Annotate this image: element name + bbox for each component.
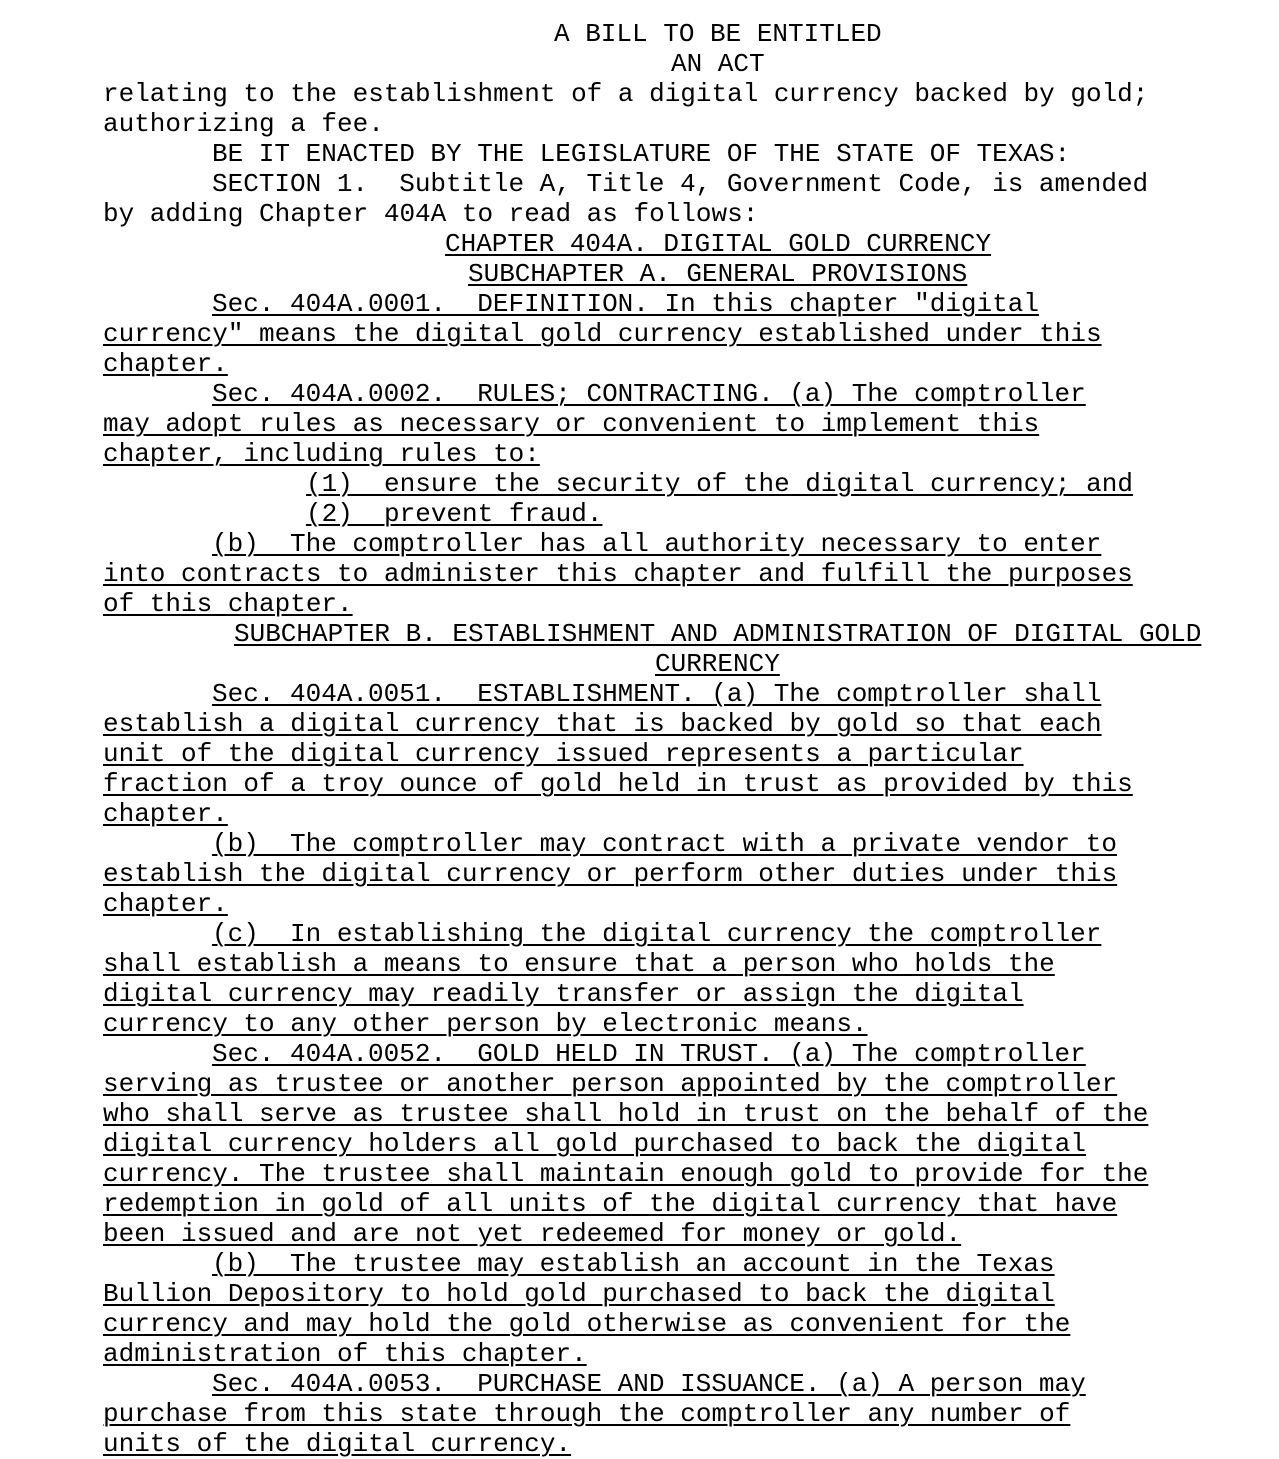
sec-0001-line: chapter.	[103, 349, 228, 379]
sec-0052-a-line: Sec. 404A.0052. GOLD HELD IN TRUST. (a) The comptroller	[212, 1039, 1086, 1069]
sec-0051-b-line: (b) The comptroller may contract with a private vendor to	[212, 829, 1117, 859]
chapter-heading: CHAPTER 404A. DIGITAL GOLD CURRENCY	[445, 229, 992, 259]
sec-0051-a-line: chapter.	[103, 799, 228, 829]
section-1-line: SECTION 1. Subtitle A, Title 4, Government Code, is amended	[212, 169, 1149, 199]
sec-0053-a-line: units of the digital currency.	[103, 1429, 572, 1459]
subchapter-b-heading: CURRENCY	[655, 649, 780, 679]
sec-0052-a-line: serving as trustee or another person appointed by the comptroller	[103, 1069, 1118, 1099]
sec-0051-a-line: establish a digital currency that is backed by gold so that each	[103, 709, 1102, 739]
sec-0051-b-line: establish the digital currency or perform other duties under this	[103, 859, 1118, 889]
enacting-clause: BE IT ENACTED BY THE LEGISLATURE OF THE STATE OF TEXAS:	[212, 139, 1071, 169]
sec-0052-a-line: been issued and are not yet redeemed for money or gold.	[103, 1219, 962, 1249]
sec-0002-a-line: chapter, including rules to:	[103, 439, 540, 469]
act-title: AN ACT	[671, 49, 765, 79]
sec-0002-b-line: (b) The comptroller has all authority necessary to enter	[212, 529, 1102, 559]
sec-0052-a-line: who shall serve as trustee shall hold in trust on the behalf of the	[103, 1099, 1149, 1129]
section-1-line: by adding Chapter 404A to read as follows:	[103, 199, 759, 229]
sec-0002-a-line: may adopt rules as necessary or convenient to implement this	[103, 409, 1040, 439]
sec-0051-c-line: digital currency may readily transfer or assign the digital	[103, 979, 1024, 1009]
caption-line: relating to the establishment of a digital currency backed by gold;	[103, 79, 1149, 109]
sec-0002-b-line: of this chapter.	[103, 589, 353, 619]
sec-0001-line: currency" means the digital gold currency established under this	[103, 319, 1102, 349]
sec-0002-a-line: Sec. 404A.0002. RULES; CONTRACTING. (a) The comptroller	[212, 379, 1086, 409]
sec-0052-b-line: administration of this chapter.	[103, 1339, 587, 1369]
caption-line: authorizing a fee.	[103, 109, 384, 139]
sec-0002-b-line: into contracts to administer this chapter and fulfill the purposes	[103, 559, 1133, 589]
sec-0002-a-item: (1) ensure the security of the digital currency; and	[306, 469, 1133, 499]
sec-0052-a-line: currency. The trustee shall maintain enough gold to provide for the	[103, 1159, 1149, 1189]
sec-0002-a-item: (2) prevent fraud.	[306, 499, 603, 529]
subchapter-b-heading: SUBCHAPTER B. ESTABLISHMENT AND ADMINISTRATION OF DIGITAL GOLD	[234, 619, 1202, 649]
sec-0051-a-line: fraction of a troy ounce of gold held in trust as provided by this	[103, 769, 1133, 799]
subchapter-a-heading: SUBCHAPTER A. GENERAL PROVISIONS	[468, 259, 968, 289]
sec-0001-line: Sec. 404A.0001. DEFINITION. In this chapter "digital	[212, 289, 1039, 319]
sec-0052-a-line: digital currency holders all gold purchased to back the digital	[103, 1129, 1086, 1159]
sec-0052-b-line: (b) The trustee may establish an account in the Texas	[212, 1249, 1055, 1279]
sec-0051-c-line: shall establish a means to ensure that a person who holds the	[103, 949, 1055, 979]
sec-0052-b-line: currency and may hold the gold otherwise as convenient for the	[103, 1309, 1071, 1339]
sec-0051-a-line: Sec. 404A.0051. ESTABLISHMENT. (a) The comptroller shall	[212, 679, 1102, 709]
sec-0052-b-line: Bullion Depository to hold gold purchased to back the digital	[103, 1279, 1055, 1309]
sec-0053-a-line: Sec. 404A.0053. PURCHASE AND ISSUANCE. (a) A person may	[212, 1369, 1086, 1399]
bill-title: A BILL TO BE ENTITLED	[554, 19, 882, 49]
sec-0051-b-line: chapter.	[103, 889, 228, 919]
sec-0051-a-line: unit of the digital currency issued represents a particular	[103, 739, 1024, 769]
sec-0052-a-line: redemption in gold of all units of the digital currency that have	[103, 1189, 1118, 1219]
sec-0051-c-line: currency to any other person by electronic means.	[103, 1009, 868, 1039]
sec-0051-c-line: (c) In establishing the digital currency the comptroller	[212, 919, 1102, 949]
sec-0053-a-line: purchase from this state through the comptroller any number of	[103, 1399, 1071, 1429]
